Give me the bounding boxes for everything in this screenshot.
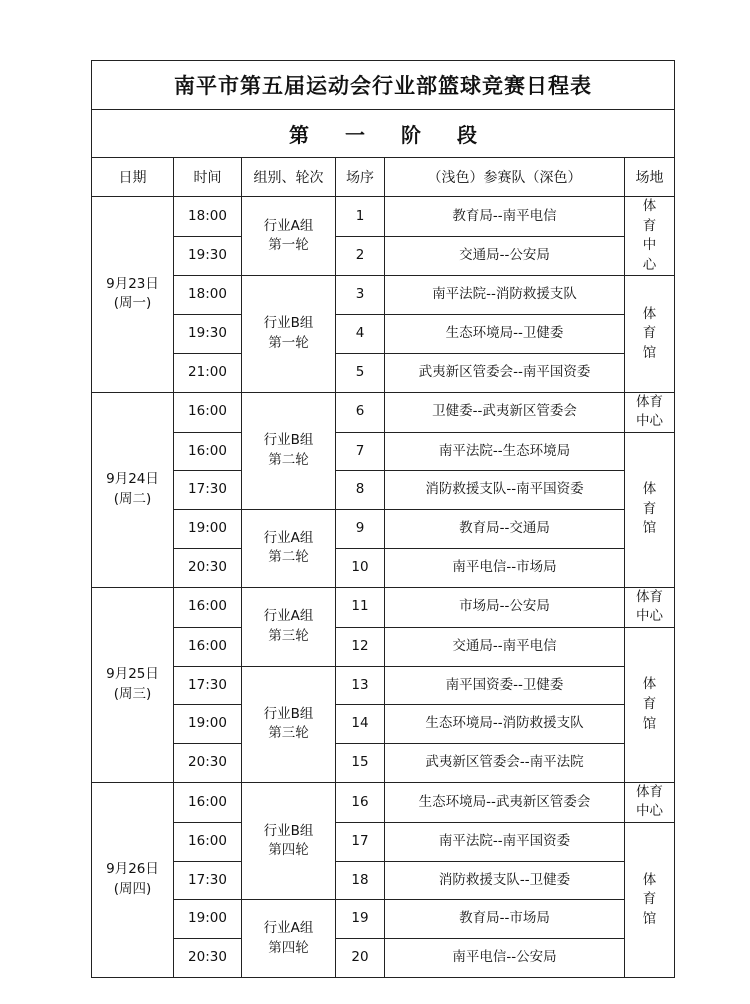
venue-cell [625,587,675,627]
match-teams: 南平法院--消防救援支队 [385,276,625,315]
group-name: 行业B组 [263,315,314,332]
match-sequence: 20 [336,939,385,978]
match-row [92,666,675,705]
match-sequence: 12 [336,627,385,666]
round-name: 第一轮 [268,334,309,351]
match-sequence: 9 [336,510,385,549]
round-name: 第四轮 [268,939,309,956]
match-time: 20:30 [174,548,242,587]
match-row [92,510,675,549]
date-text: 9月26日 [106,861,159,878]
venue-name: 体育馆 [642,871,657,927]
stage-char: 阶 [401,123,422,147]
match-teams: 南平电信--市场局 [385,548,625,587]
venue-cell [625,782,675,822]
stage-char: 一 [345,123,366,147]
schedule-body [92,197,675,978]
match-row [92,900,675,939]
stage-char: 第 [289,123,310,147]
match-time: 16:00 [174,822,242,861]
group-name: 行业A组 [263,529,314,546]
match-sequence: 8 [336,471,385,510]
round-name: 第三轮 [268,627,309,644]
match-row [92,939,675,978]
date-text: 9月24日 [106,471,159,487]
venue-name: 体育中心 [636,783,664,820]
schedule-title: 南平市第五届运动会行业部篮球竞赛日程表 [92,61,675,110]
venue-name: 体育馆 [642,481,657,537]
match-time: 19:00 [174,510,242,549]
match-sequence: 14 [336,705,385,744]
match-sequence: 4 [336,315,385,354]
group-round-cell [242,587,336,666]
match-teams: 消防救援支队--卫健委 [385,861,625,900]
group-round-cell [242,782,336,900]
match-sequence: 2 [336,236,385,276]
match-time: 17:30 [174,666,242,705]
match-time: 19:00 [174,900,242,939]
match-time: 17:30 [174,861,242,900]
match-row [92,782,675,822]
match-teams: 武夷新区管委会--南平法院 [385,744,625,783]
match-teams: 消防救援支队--南平国资委 [385,471,625,510]
match-sequence: 10 [336,548,385,587]
group-name: 行业A组 [263,608,314,624]
match-teams: 南平法院--南平国资委 [385,822,625,861]
round-name: 第二轮 [268,451,309,468]
match-sequence: 6 [336,392,385,432]
match-teams: 市场局--公安局 [385,587,625,627]
match-teams: 生态环境局--消防救援支队 [385,705,625,744]
header-sequence: 场序 [336,158,385,197]
venue-name: 体育中心 [636,393,664,430]
match-row [92,861,675,900]
match-row [92,627,675,666]
match-row [92,392,675,432]
match-row [92,432,675,471]
match-time: 16:00 [174,432,242,471]
venue-cell [625,432,675,587]
group-round-cell [242,197,336,276]
match-time: 20:30 [174,744,242,783]
match-time: 19:30 [174,315,242,354]
weekday-text: (周四) [113,880,152,897]
weekday-text: (周二) [113,490,152,507]
match-time: 19:00 [174,705,242,744]
round-name: 第一轮 [268,237,309,254]
match-time: 16:00 [174,627,242,666]
weekday-text: (周三) [113,685,152,702]
group-name: 行业B组 [263,432,314,449]
match-sequence: 17 [336,822,385,861]
date-cell [92,197,174,393]
match-teams: 生态环境局--武夷新区管委会 [385,782,625,822]
venue-name: 体育中心 [636,588,664,625]
match-time: 19:30 [174,236,242,276]
match-time: 21:00 [174,353,242,392]
group-round-cell [242,276,336,392]
match-sequence: 5 [336,353,385,392]
header-venue: 场地 [625,158,675,197]
match-teams: 教育局--南平电信 [385,197,625,237]
header-group-round: 组别、轮次 [242,158,336,197]
header-teams: （浅色）参赛队（深色） [385,158,625,197]
match-teams: 卫健委--武夷新区管委会 [385,392,625,432]
match-time: 17:30 [174,471,242,510]
venue-name: 体育馆 [642,305,657,361]
round-name: 第二轮 [268,549,309,566]
group-round-cell [242,392,336,510]
group-round-cell [242,900,336,978]
match-teams: 南平法院--生态环境局 [385,432,625,471]
venue-name: 体育馆 [642,676,657,732]
match-teams: 武夷新区管委会--南平国资委 [385,353,625,392]
match-row [92,471,675,510]
venue-cell [625,276,675,392]
schedule-sheet [91,60,674,978]
group-round-cell [242,666,336,782]
venue-cell [625,197,675,276]
match-row [92,236,675,276]
venue-cell [625,392,675,432]
match-row [92,197,675,237]
match-row [92,744,675,783]
match-time: 18:00 [174,197,242,237]
match-sequence: 3 [336,276,385,315]
group-name: 行业B组 [263,822,314,839]
weekday-text: (周一) [113,295,152,312]
match-sequence: 11 [336,587,385,627]
date-text: 9月25日 [106,666,159,683]
match-teams: 生态环境局--卫健委 [385,315,625,354]
match-row [92,548,675,587]
match-teams: 交通局--南平电信 [385,627,625,666]
match-row [92,705,675,744]
round-name: 第四轮 [268,842,309,859]
match-teams: 南平电信--公安局 [385,939,625,978]
match-teams: 交通局--公安局 [385,236,625,276]
match-time: 16:00 [174,392,242,432]
match-time: 16:00 [174,587,242,627]
venue-cell [625,627,675,782]
group-name: 行业A组 [263,217,314,234]
match-row [92,822,675,861]
match-time: 16:00 [174,782,242,822]
match-teams: 教育局--市场局 [385,900,625,939]
match-row [92,353,675,392]
header-time: 时间 [174,158,242,197]
group-round-cell [242,510,336,588]
match-sequence: 18 [336,861,385,900]
match-row [92,587,675,627]
date-cell [92,587,174,782]
venue-name: 体育中心 [642,198,657,273]
header-date: 日期 [92,158,174,197]
date-cell [92,782,174,977]
match-teams: 教育局--交通局 [385,510,625,549]
venue-cell [625,822,675,977]
match-sequence: 7 [336,432,385,471]
match-sequence: 13 [336,666,385,705]
match-time: 18:00 [174,276,242,315]
match-teams: 南平国资委--卫健委 [385,666,625,705]
match-sequence: 1 [336,197,385,237]
group-name: 行业A组 [263,920,314,937]
round-name: 第三轮 [268,725,309,742]
match-time: 20:30 [174,939,242,978]
date-cell [92,392,174,587]
schedule-table [91,60,675,978]
match-row [92,315,675,354]
match-sequence: 16 [336,782,385,822]
date-text: 9月23日 [106,275,159,292]
match-row [92,276,675,315]
stage-heading [92,110,675,158]
match-sequence: 15 [336,744,385,783]
match-sequence: 19 [336,900,385,939]
group-name: 行业B组 [263,705,314,722]
stage-char: 段 [457,123,478,147]
